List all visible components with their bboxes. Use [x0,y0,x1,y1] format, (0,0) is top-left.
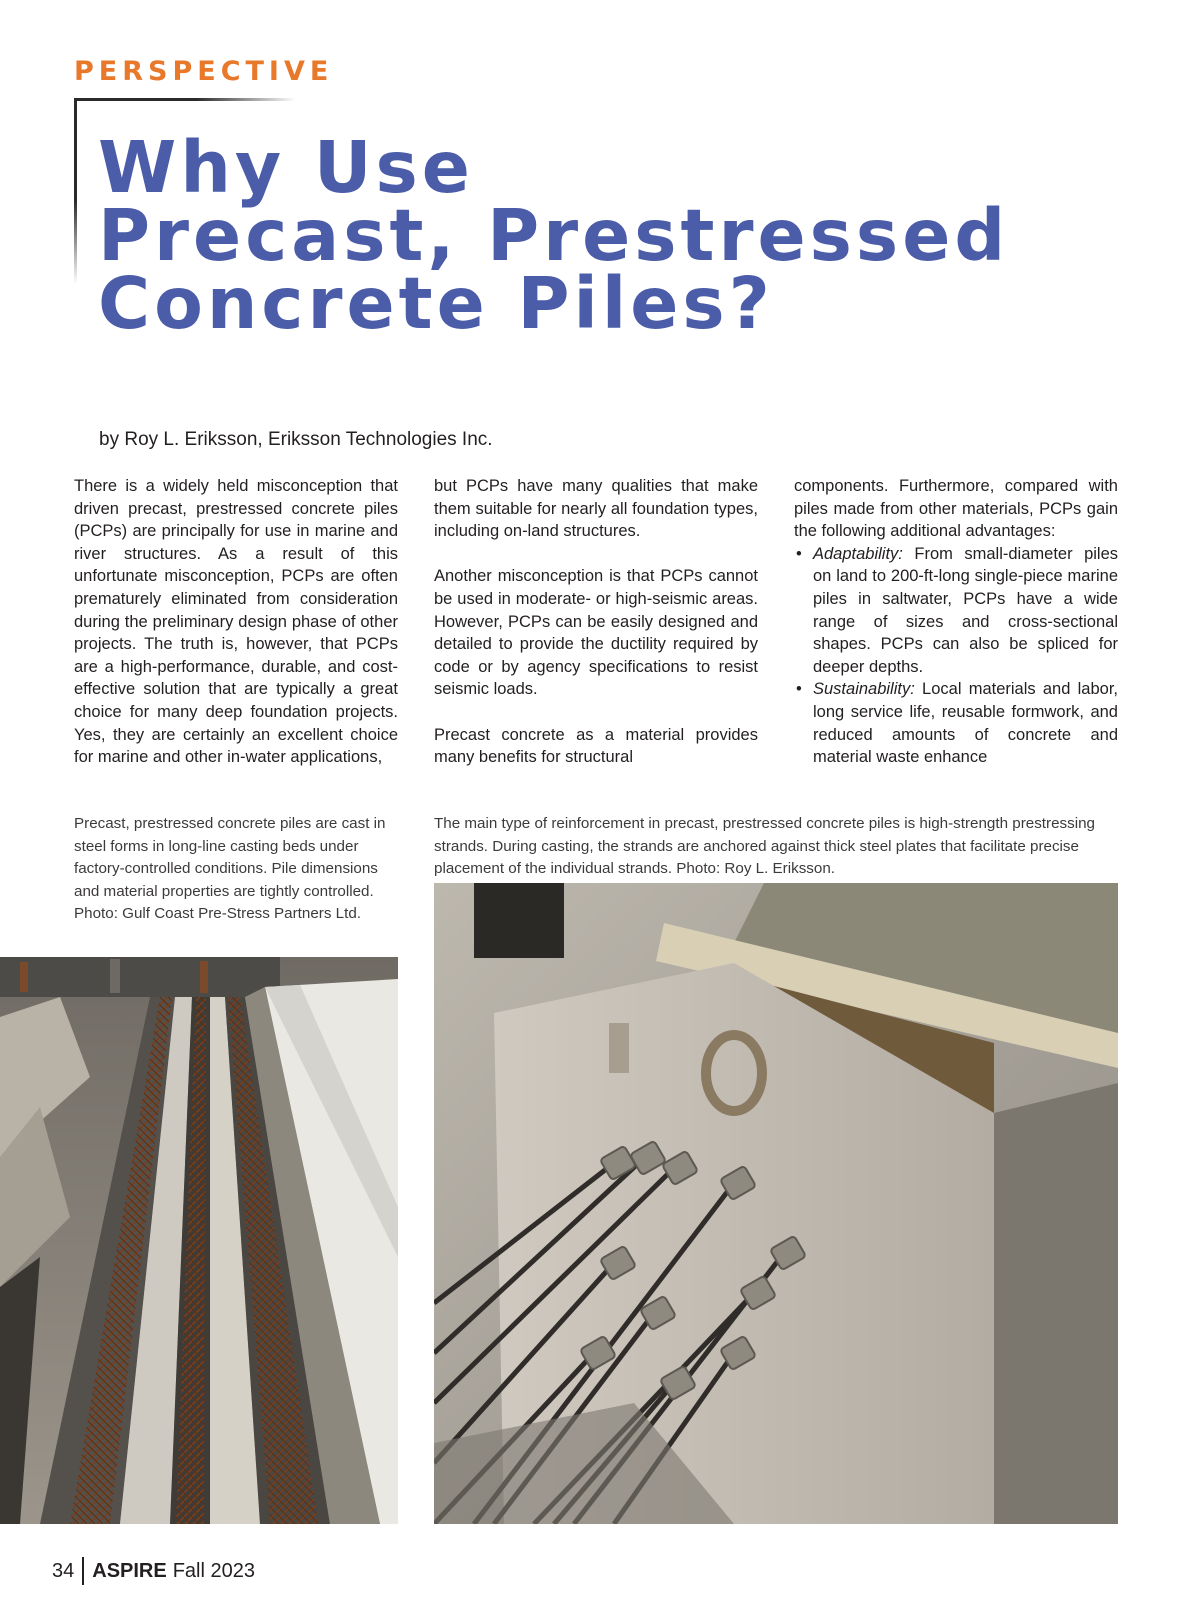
body-column-1 [74,475,398,769]
paragraph: There is a widely held misconception that driven precast, prestressed concrete piles (PCPs) are principally for use in marine and river structures. As a result of this unfortunate misconception, PCPs are often prematurely eliminated from consideration during the preliminary design phase of other projects. The truth is, however, that PCPs are a high-performance, durable, and cost-effective solution that are typically a great choice for many deep foundation projects. Yes, they are certainly an excellent choice for marine and other in-water applications, [74,477,398,767]
magazine-name: ASPIRE [92,1559,167,1582]
title-rule-top [74,98,296,101]
bullet-term: Sustainability: [813,680,915,699]
photo-caption-strands: The main type of reinforcement in precast, prestressed concrete piles is high-strength prestressing strands. During casting, the strands are anchored against thick steel plates that facilitate precise placement of the individual strands. Photo: Roy L. Eriksson. [434,815,1095,878]
page-number: 34 [52,1559,75,1582]
list-item [794,678,1118,768]
body-column-2 [434,475,758,769]
paragraph: but PCPs have many qualities that make them suitable for nearly all foundation types, including on-land structures. [434,477,758,541]
issue-label: Fall 2023 [172,1559,255,1582]
body-column-3 [794,475,1118,769]
article-title [98,126,1098,345]
footer-divider [82,1557,84,1585]
photo-prestressing-strands [434,883,1118,1524]
advantages-list [794,543,1118,769]
paragraph: Precast concrete as a material provides many benefits for structural [434,725,758,767]
photo-caption-casting-beds: Precast, prestressed concrete piles are cast in steel forms in long-line casting beds under factory-controlled conditions. Pile dimensions and material properties are tightly controlled. Photo: Gulf Coast Pre-Stress Partners Ltd. [74,815,386,923]
bullet-text: Local materials and labor, long service life, reusable formwork, and reduced amounts of concrete and material waste enhance [813,680,1118,767]
page-footer [52,1557,255,1585]
paragraph: Another misconception is that PCPs cannot be used in moderate- or high-seismic areas. However, PCPs can be easily designed and detailed to provide the ductility required by code or by agency specifications to resist seismic loads. [434,567,758,699]
section-kicker: PERSPECTIVE [74,56,334,87]
byline: by Roy L. Eriksson, Eriksson Technologies Inc. [99,429,493,450]
title-line-1: Why Use [98,126,474,209]
title-line-2: Precast, Prestressed [98,194,1010,277]
list-item [794,543,1118,679]
bullet-text: From small-diameter piles on land to 200-ft-long single-piece marine piles in saltwater, PCPs have a wide range of sizes and cross-sectional shapes. PCPs can also be spliced for deeper depths. [813,544,1118,676]
title-rule-left [74,98,77,284]
bullet-term: Adaptability: [813,544,903,563]
photo-casting-beds [0,957,398,1524]
paragraph: components. Furthermore, compared with piles made from other materials, PCPs gain the following additional advantages: [794,477,1118,541]
title-line-3: Concrete Piles? [98,262,774,345]
